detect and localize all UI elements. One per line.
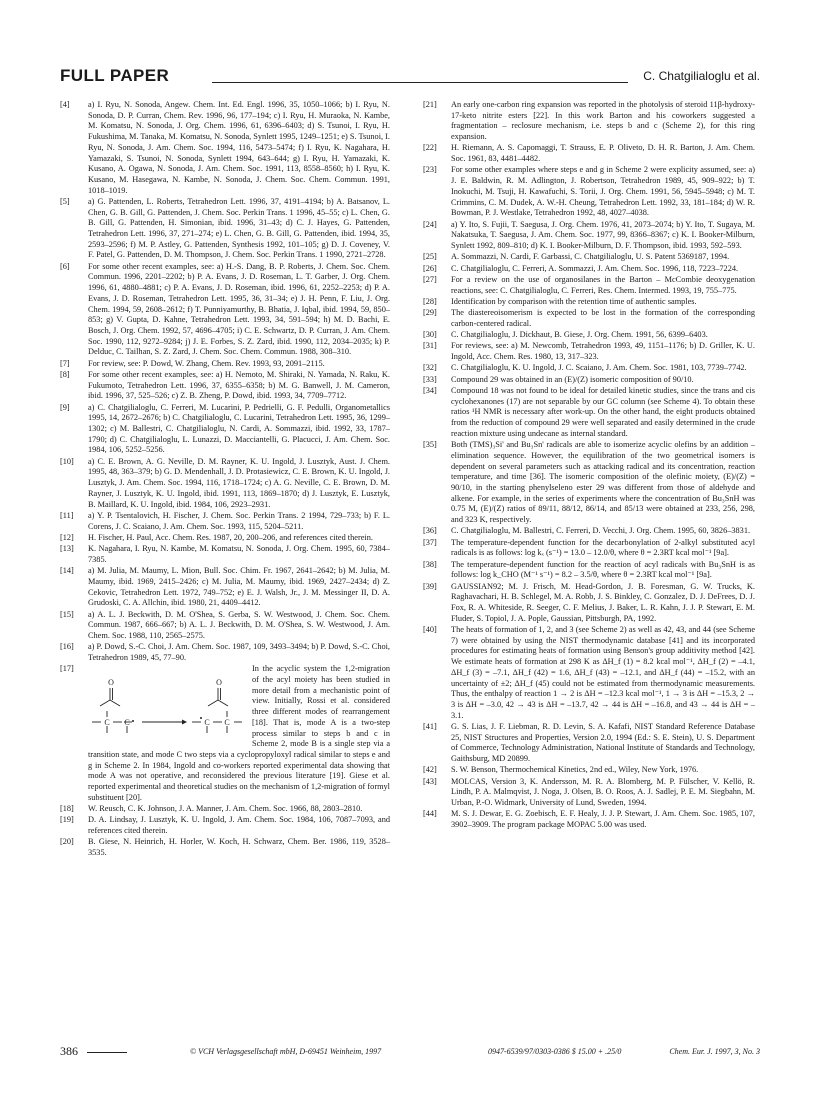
- reference-text: K. Nagahara, I. Ryu, N. Kambe, M. Komatsu, N. Sonoda, J. Org. Chem. 1995, 60, 7384–7385.: [88, 544, 390, 564]
- reference-number: [29]: [423, 308, 437, 318]
- reference-text: MOLCAS, Version 3, K. Andersson, M. R. A. Blomberg, M. P. Fülscher, V. Kellö, R. Lindh, P. A. Malmqvist, J. Noga, J. Olsen, B. O. Roos, A. J. Sadlej, P. E. M. Siegbahn, M. Urban, P.-O. Widmark, University of Lund, Sweden, 1994.: [451, 776, 755, 808]
- reference-text: B. Giese, N. Heinrich, H. Horler, W. Koch, H. Schwarz, Chem. Ber. 1986, 119, 3528–3535.: [88, 837, 390, 858]
- reference-text: a) P. Dowd, S.-C. Choi, J. Am. Chem. Soc. 1987, 109, 3493–3494; b) P. Dowd, S.-C. Choi, Tetrahedron 1989, 45, 77–90.: [88, 642, 390, 662]
- reference-number: [28]: [423, 296, 437, 306]
- acyl-migration-scheme: [88, 666, 244, 744]
- reference-text: An early one-carbon ring expansion was reported in the photolysis of steroid 11β-hydroxy-17-keto nitrite esters [22]. In this work Barton and his coworkers suggested a fragmentation – reclosure mechanism, i.e. steps b and c (Scheme 2), for this ring expansion.: [451, 100, 755, 142]
- reference-text: The diastereoisomerism is expected to be lost in the formation of the corresponding carbon-centered radical.: [451, 308, 755, 328]
- reference-text: The heats of formation of 1, 2, and 3 (see Scheme 2) as well as 42, 43, and 44 (see Scheme 7) were obtained by using the NIST thermodynamic database [41] and its incorporated procedures for estimating heats of formation using Benson's group additivity method [42]. We estimate heats of formation at 298 K as ΔH_f (1) = 8.2 kcal mol⁻¹, ΔH_f (2) = –4.1, ΔH_f (3) = –7.1, ΔH_f (42) = 1.6, ΔH_f (43) = –12.1, and ΔH_f (44) = –15.2, with an uncertainty of ±2; ΔH_f (45) could not be estimated from thermodynamic measurements. Thus, the enthalpy of reaction 1 → 2 is ΔH = –12.3 kcal mol⁻¹, 1 → 3 is ΔH = –15.3, 2 → 3 is ΔH = –3.0, 42 → 43 is ΔH = –13.7, 42 → 44 is ΔH = –16.8, and 43 → 44 is ΔH = –3.1.: [451, 625, 755, 720]
- reference-text: M. S. J. Dewar, E. G. Zoebisch, E. F. Healy, J. J. P. Stewart, J. Am. Chem. Soc. 1985, 107, 3902–3909. The program package MOPAC 5.00 was used.: [451, 809, 755, 830]
- reference-item: [423, 538, 755, 559]
- reference-item: [60, 359, 390, 370]
- reference-item: [423, 165, 755, 219]
- reference-item: [423, 560, 755, 581]
- reference-text: a) Y. P. Tsentalovich, H. Fischer, J. Chem. Soc. Perkin Trans. 2 1994, 729–733; b) F. L. Corens, J. C. Scaiano, J. Am. Chem. Soc. 1993, 115, 5204–5211.: [88, 510, 390, 531]
- reference-item: [60, 837, 390, 858]
- right-structure: [192, 688, 242, 733]
- arrow-head: [182, 720, 187, 725]
- reference-number: [40]: [423, 625, 437, 635]
- reference-item: [423, 722, 755, 765]
- journal-citation: Chem. Eur. J. 1997, 3, No. 3: [669, 1047, 760, 1056]
- reference-text: For some other examples where steps e and g in Scheme 2 were explicity assumed, see: a) J. E. Baldwin, R. M. Adlington, J. Robertson, Tetrahedron 1989, 45, 909–922; b) T. Inokuchi, M. Tsuji, H. Kawafuchi, S. Torii, J. Org. Chem. 1991, 56, 5945–5948; c) M. T. Crimmins, C. M. Dudek, A. W.-H. Cheung, Tetrahedron Lett. 1992, 33, 181–184; d) W. R. Bowman, P. J. Westlake, Tetrahedron 1992, 48, 4027–4038.: [451, 165, 755, 218]
- reference-text: a) I. Ryu, N. Sonoda, Angew. Chem. Int. Ed. Engl. 1996, 35, 1050–1066; b) I. Ryu, N. Sonoda, D. P. Curran, Chem. Rev. 1996, 96, 177–194; c) I. Ryu, H. Muraoka, N. Kambe, M. Komatsu, N. Sonoda, J. Org. Chem. 1996, 61, 6396–6403; d) S. Tsunoi, I. Ryu, H. Fukushima, M. Tanaka, M. Komatsu, N. Sonoda, Synlett 1995, 1249–1251; e) S. Tsunoi, I. Ryu, N. Sonoda, J. Am. Chem. Soc. 1994, 116, 5473–5474; f) I. Ryu, K. Nagahara, H. Yamazaki, S. Tsunoi, N. Sonoda, Synlett 1994, 643–644; g) I. Ryu, H. Yamazaki, K. Kusano, A. Ogawa, N. Sonoda, J. Am. Chem. Soc. 1991, 113, 8558–8560; h) I. Ryu, K. Kusano, M. Hasegawa, N. Kambe, N. Sonoda, J. Chem. Soc. Chem. Commun. 1991, 1018–1019.: [88, 100, 390, 195]
- reference-number: [14]: [60, 566, 74, 576]
- reference-text: For some other recent examples, see: a) H.-S. Dang, B. P. Roberts, J. Chem. Soc. Chem. Commun. 1996, 2201–2202; b) P. A. Evans, J. D. Roseman, L. T. Garber, J. Org. Chem. 1996, 61, 4880–4881; c) P. A. Evans, J. D. Roseman, ibid. 1996, 61, 2252–2253; d) P. A. Evans, J. D. Roseman, Tetrahedron Lett. 1995, 36, 31–34; e) J. H. Penn, F. Liu, J. Org. Chem. 1994, 59, 2608–2612; f) T. Punniyamurthy, B. Bhatia, J. Iqbal, ibid. 1994, 59, 850–853; g) V. Gupta, D. Kahne, Tetrahedron Lett. 1993, 34, 591–594; h) M. D. Bachi, E. Bosch, J. Org. Chem. 1992, 57, 4696–4705; i) C. E. Schwartz, D. P. Curran, J. Am. Chem. Soc. 1990, 112, 9272–9284; j) J. E. Forbes, S. Z. Zard, ibid. 1990, 112, 2034–2035; k) P. Delduc, C. Tailhan, S. Z. Zard, J. Chem. Soc. Chem. Commun. 1988, 308–310.: [88, 261, 390, 357]
- page-number: 386: [60, 1044, 78, 1058]
- reference-number: [35]: [423, 440, 437, 450]
- reference-number: [43]: [423, 776, 437, 786]
- reference-item: [423, 341, 755, 362]
- reference-number: [30]: [423, 330, 437, 340]
- reference-number: [6]: [60, 261, 70, 271]
- reference-text: C. Chatgilialoglu, C. Ferreri, A. Sommazzi, J. Am. Chem. Soc. 1996, 118, 7223–7224.: [451, 263, 739, 273]
- reference-item: [60, 262, 390, 358]
- reference-text: Compound 29 was obtained in an (E)/(Z) isomeric composition of 90/10.: [451, 374, 694, 384]
- reference-item: [60, 100, 390, 196]
- reference-text: H. Fischer, H. Paul, Acc. Chem. Res. 1987, 20, 200–206, and references cited therein.: [88, 532, 373, 542]
- oxygen-label: O: [216, 678, 222, 688]
- reference-text: For some other recent examples, see: a) H. Nemoto, M. Shiraki, N. Yamada, N. Raku, K. Fukumoto, Tetrahedron Lett. 1996, 37, 6355–6358; b) M. G. Banwell, J. M. Cameron, ibid. 1996, 37, 525–526; c) Z. B. Zheng, P. Dowd, ibid. 1993, 34, 7709–7712.: [88, 369, 390, 401]
- carbon-label: C: [104, 718, 110, 728]
- reference-item: [423, 220, 755, 252]
- reference-text: In the acyclic system the 1,2-migration of the acyl moiety has been studied in more detail from a mechanistic point of view. Initially, Rossi et al. considered three different modes of rearrangement [18]. That is, mode A is a two-step process similar to steps b and c in Scheme 2, mode B is a single step via a transition state, and mode C two steps via a cyclopropyloxyl radical similar to steps e and g in Scheme 2. In 1984, Ingold and co-workers reported experimental data showing that mode A was not operative, and reconsidered the previous literature [19]. Giese et al. reported experimental and theoretical studies on the mechanism of 1,2-migration of formyl substituent [20].: [88, 664, 390, 802]
- radical-dot: [132, 720, 134, 722]
- reference-number: [15]: [60, 609, 74, 619]
- reference-text: H. Riemann, A. S. Capomaggi, T. Strauss, E. P. Oliveto, D. H. R. Barton, J. Am. Chem. Soc. 1961, 83, 4481–4482.: [451, 143, 755, 164]
- reference-item: [423, 526, 755, 537]
- reference-item: [423, 386, 755, 440]
- right-reference-list: [423, 100, 755, 831]
- reference-text: C. Chatgilialoglu, M. Ballestri, C. Ferreri, D. Vecchi, J. Org. Chem. 1995, 60, 3826–3831.: [451, 526, 751, 536]
- reference-item: [423, 582, 755, 625]
- bond-line: [110, 700, 120, 706]
- page-footer: [60, 1046, 760, 1060]
- reference-text: a) A. L. J. Beckwith, D. M. O'Shea, S. Gerba, S. W. Westwood, J. Chem. Soc. Chem. Commun. 1987, 666–667; b) A. L. J. Beckwith, D. M. O'Shea, S. W. Westwood, J. Am. Chem. Soc. 1988, 110, 2565–2575.: [88, 609, 390, 640]
- reference-text: W. Reusch, C. K. Johnson, J. A. Manner, J. Am. Chem. Soc. 1966, 88, 2803–2810.: [88, 804, 363, 814]
- left-reference-list: [60, 100, 390, 664]
- reference-item: [423, 275, 755, 296]
- reference-number: [20]: [60, 837, 74, 847]
- reference-number: [22]: [423, 143, 437, 153]
- publisher-line: © VCH Verlagsgesellschaft mbH, D-69451 Weinheim, 1997: [190, 1047, 382, 1056]
- reference-item: [60, 403, 390, 457]
- running-author: C. Chatgilialoglu et al.: [643, 69, 760, 83]
- reference-number: [4]: [60, 100, 70, 109]
- reference-item: [423, 777, 755, 809]
- reference-text-block: [88, 664, 390, 803]
- reference-item: [423, 330, 755, 341]
- reference-item: [60, 533, 390, 544]
- footer-rule: [87, 1052, 127, 1053]
- reference-item: [60, 642, 390, 663]
- reference-item: [423, 375, 755, 386]
- reference-number: [44]: [423, 809, 437, 819]
- reference-number: [26]: [423, 263, 437, 273]
- reference-number: [7]: [60, 358, 70, 368]
- reference-number: [33]: [423, 374, 437, 384]
- reference-number: [25]: [423, 252, 437, 262]
- reference-number: [11]: [60, 510, 74, 520]
- bond-line: [208, 700, 218, 706]
- reference-item: [423, 264, 755, 275]
- reference-text: S. W. Benson, Thermochemical Kinetics, 2nd ed., Wiley, New York, 1976.: [451, 765, 699, 775]
- reference-text: a) M. Julia, M. Maumy, L. Mion, Bull. Soc. Chim. Fr. 1967, 2641–2642; b) M. Julia, M. Maumy, ibid. 1969, 2415–2426; c) M. Julia, M. Maumy, ibid. 1969, 2427–2434; d) Z. Cekovic, Tetrahedron Lett. 1972, 749–752; e) E. J. Walsh, Jr., J. M. Messinger II, D. A. Grudoski, C. A. Allchin, ibid. 1980, 21, 4409–4412.: [88, 566, 390, 608]
- reference-item: [423, 308, 755, 329]
- header-rule: [212, 82, 628, 83]
- reference-text: G. S. Lias, J. F. Liebman, R. D. Levin, S. A. Kafafi, NIST Standard Reference Database 25, NIST Structures and Properties, Version 2.0, 1994 (Ed.: S. E. Stein), U. S. Department of Commerce, Technology Administration, National Institute of Standards and Technology, Gaithsburg, MD 20899.: [451, 721, 755, 764]
- reference-item: [423, 625, 755, 721]
- reference-text: For a review on the use of organosilanes in the Barton – McCombie deoxygenation reactions, see: C. Chatgilialoglu, C. Ferreri, Res. Chem. Intermed. 1993, 19, 755–775.: [451, 274, 755, 295]
- reference-item: [423, 297, 755, 308]
- reference-text: Compound 18 was not found to be ideal for detailed kinetic studies, since the trans and cis cyclohexanones (17) are not separable by our GC column (see Scheme 4). To obtain these ratios ¹H NMR is necessary after work-up. On the other hand, the eight products obtained from the reduction of compound 29 were well separated and easily determined in the crude reaction mixture using undecane as internal standard.: [451, 386, 755, 438]
- reference-number: [34]: [423, 386, 437, 395]
- reference-number: [5]: [60, 196, 70, 206]
- reference-text: C. Chatgilialoglu, J. Dickhaut, B. Giese, J. Org. Chem. 1991, 56, 6399–6403.: [451, 330, 708, 340]
- reference-item: [423, 809, 755, 830]
- reference-item: [60, 610, 390, 642]
- reference-item: [423, 143, 755, 164]
- reference-text: For reviews, see: a) M. Newcomb, Tetrahedron 1993, 49, 1151–1176; b) D. Griller, K. U. Ingold, Acc. Chem. Res. 1980, 13, 317–323.: [451, 341, 755, 362]
- reference-number: [27]: [423, 274, 437, 284]
- reference-number: [8]: [60, 369, 70, 379]
- radical-dot: [200, 717, 202, 719]
- reference-item: [60, 544, 390, 565]
- reference-text: a) G. Pattenden, L. Roberts, Tetrahedron Lett. 1996, 37, 4191–4194; b) A. Batsanov, L. Chen, G. B. Gill, G. Pattenden, J. Chem. Soc. Perkin Trans. 1 1996, 45–55; c) L. Chen, G. B. Gill, G. Pattenden, H. Simonian, ibid. 1996, 31–43; d) C. J. Hayes, G. Pattenden, Tetrahedron Lett. 1996, 37, 271–274; e) L. Chen, G. B. Gill, G. Pattenden, ibid. 1994, 35, 2593–2596; f) M. P. Astley, G. Pattenden, Synthesis 1992, 101–105; g) D. J. Coveney, V. F. Patel, G. Pattenden, D. M. Thompson, J. Chem. Soc. Perkin Trans. 1 1990, 2721–2728.: [88, 196, 390, 260]
- reference-number: [17]: [60, 664, 74, 674]
- reference-item: [60, 457, 390, 511]
- reference-item: [60, 804, 390, 815]
- reference-number: [9]: [60, 402, 70, 412]
- reference-text: a) C. Chatgilialoglu, C. Ferreri, M. Lucarini, P. Pedrielli, G. F. Pedulli, Organometallics 1995, 14, 2672–2676; b) C. Chatgilialoglu, C. Lucarini, Tetrahedron Lett. 1995, 36, 1299–1302; c) M. Ballestri, C. Chatgilialoglu, N. Cardi, A. Sommazzi, ibid. 1992, 33, 1787–1790; d) C. Chatgilialoglu, L. Lunazzi, D. Macciantelli, G. Placucci, J. Am. Chem. Soc. 1984, 106, 5252–5256.: [88, 402, 390, 455]
- reference-text: The temperature-dependent function for the reaction of acyl radicals with Bu₃SnH is as follows: log k_CHO (M⁻¹ s⁻¹) = 8.2 – 3.5/θ, where θ = 2.3RT kcal mol⁻¹ [9a].: [451, 559, 755, 580]
- reference-text: D. A. Lindsay, J. Lusztyk, K. U. Ingold, J. Am. Chem. Soc. 1984, 106, 7087–7093, and references cited therein.: [88, 815, 390, 836]
- reference-number: [24]: [423, 219, 437, 229]
- right-column: [423, 100, 755, 831]
- reference-item: [423, 440, 755, 526]
- left-column: [60, 100, 390, 859]
- page-header: [60, 66, 760, 86]
- reference-number: [12]: [60, 532, 74, 542]
- reference-number: [21]: [423, 100, 437, 109]
- price-code: 0947-6539/97/0303-0386 $ 15.00 + .25/0: [488, 1047, 622, 1056]
- reference-number: [19]: [60, 815, 74, 825]
- reference-text: A. Sommazzi, N. Cardi, F. Garbassi, C. Chatgilialoglu, U. S. Patent 5369187, 1994.: [451, 252, 730, 262]
- reference-item: [60, 566, 390, 609]
- carbon-label: C: [124, 718, 130, 728]
- reference-text: Both (TMS)₃Si' and Bu₃Sn' radicals are able to isomerize acyclic olefins by an addition – elimination sequence. However, the equilibration of the two geometrical isomers is dependent on several parameters such as attacking radical and its concentration, reaction temperature, and time [36]. The isomeric composition of the olefinic moiety, (E)/(Z) = 90/10, in the starting phenylseleno ester 29 was different from those of aldehyde and alkene. For example, in the series of experiments where the concentration of Bu₃SnH was 0.75 M, (E)/(Z) ratios of 89/11, 88/12, 86/14, and 85/13 were obtained at 233, 256, 298, and 323 K, respectively.: [451, 440, 755, 525]
- reference-text: The temperature-dependent function for the decarbonylation of 2-alkyl substituted acyl radicals is as follows: log kₓ (s⁻¹) = 13.0 – 12.0/θ, where θ = 2.3RT kcal mol⁻¹ [9a].: [451, 537, 755, 558]
- reference-number: [23]: [423, 165, 437, 175]
- reference-text: a) C. E. Brown, A. G. Neville, D. M. Rayner, K. U. Ingold, J. Lusztyk, Aust. J. Chem. 1995, 48, 363–379; b) G. D. Mendenhall, J. D. Protasiewicz, C. E. Brown, K. U. Ingold, J. Lusztyk, J. Am. Chem. Soc. 1994, 116, 1718–1724; c) A. G. Neville, C. E. Brown, D. M. Rayner, J. Lusztyk, K. U. Ingold, ibid. 1991, 113, 1869–1870; d) J. Lusztyk, E. Lusztyk, B. Maillard, K. U. Ingold, ibid. 1984, 106, 2923–2931.: [88, 456, 390, 509]
- carbon-label: C: [224, 718, 230, 728]
- reference-number: [36]: [423, 526, 437, 536]
- reference-item: [423, 765, 755, 776]
- reference-item: [60, 197, 390, 261]
- reference-text: GAUSSIAN92; M. J. Frisch, M. Head-Gordon, J. B. Foresman, G. W. Trucks, K. Raghavachari, H. B. Schlegel, M. A. Robb, J. S. Binkley, C. Gonzalez, D. J. DeFrees, D. J. Fox, R. A. Whiteside, R. Seeger, C. F. Melius, J. Baker, L. R. Kahn, J. J. P. Stewart, E. M. Fluder, S. Topiol, J. A. Pople, Gaussian, Pittsburgh, PA, 1992.: [451, 581, 755, 623]
- reference-number: [42]: [423, 765, 437, 775]
- reference-text: For review, see: P. Dowd, W. Zhang, Chem. Rev. 1993, 93, 2091–2115.: [88, 358, 325, 368]
- reference-text: a) Y. Ito, S. Fujii, T. Saegusa, J. Org. Chem. 1976, 41, 2073–2074; b) Y. Ito, T. Sugaya, M. Nakatsuka, T. Saegusa, J. Am. Chem. Soc. 1977, 99, 8366–8367; c) K. I. Booker-Milburn, Synlett 1992, 809–810; d) K. I. Booker-Milburn, D. F. Thompson, ibid. 1993, 592–593.: [451, 219, 755, 250]
- bond-line: [100, 700, 110, 706]
- reference-item: [423, 363, 755, 374]
- reference-item: [423, 100, 755, 143]
- reference-item: [60, 511, 390, 532]
- section-label: FULL PAPER: [60, 66, 170, 85]
- reference-item: [60, 815, 390, 836]
- reference-number: [31]: [423, 341, 437, 351]
- reference-number: [41]: [423, 721, 437, 731]
- left-reference-list-tail: [60, 804, 390, 859]
- oxygen-label: O: [108, 678, 114, 688]
- reference-item: [423, 252, 755, 263]
- reference-number: [10]: [60, 456, 74, 466]
- reference-text: Identification by comparison with the retention time of authentic samples.: [451, 296, 697, 306]
- reference-number: [39]: [423, 581, 437, 591]
- carbon-label: C: [204, 718, 210, 728]
- reference-number: [32]: [423, 363, 437, 373]
- reference-number: [38]: [423, 559, 437, 569]
- reference-number: [13]: [60, 544, 74, 554]
- reference-number: [37]: [423, 537, 437, 547]
- reference-number: [16]: [60, 642, 74, 652]
- reference-item: [60, 664, 390, 803]
- reference-item: [60, 370, 390, 402]
- reference-text: C. Chatgilialoglu, K. U. Ingold, J. C. Scaiano, J. Am. Chem. Soc. 1981, 103, 7739–7742.: [451, 363, 747, 373]
- bond-line: [218, 700, 228, 706]
- reference-number: [18]: [60, 804, 74, 814]
